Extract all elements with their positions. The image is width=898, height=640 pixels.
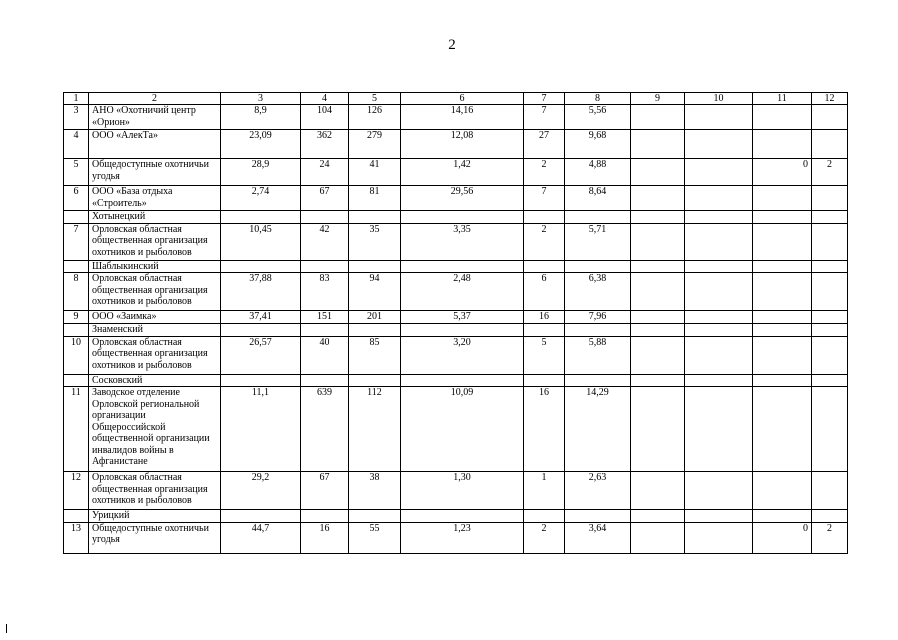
value-cell-11: 0 [753,159,812,186]
value-cell-5: 126 [349,105,401,130]
empty-cell [221,374,301,387]
value-cell-5: 112 [349,387,401,472]
value-cell-7: 2 [524,522,565,553]
value-cell-3: 44,7 [221,522,301,553]
table-row [64,387,848,472]
table-row [64,223,848,260]
empty-cell [812,510,848,523]
district-name: Знаменский [89,324,221,337]
value-cell-9 [631,159,685,186]
header-cell: 6 [401,93,524,105]
district-name: Урицкий [89,510,221,523]
value-cell-5: 55 [349,522,401,553]
organization-name: Общедоступные охотничьи угодья [89,522,221,553]
empty-cell [565,324,631,337]
value-cell-3: 8,9 [221,105,301,130]
empty-cell [565,510,631,523]
organization-name: ООО «Заимка» [89,311,221,324]
value-cell-10 [685,472,753,510]
value-cell-7: 6 [524,273,565,311]
district-number-cell [64,510,89,523]
value-cell-11 [753,186,812,211]
empty-cell [401,211,524,224]
value-cell-10 [685,336,753,374]
empty-cell [753,260,812,273]
empty-cell [221,260,301,273]
value-cell-12 [812,387,848,472]
value-cell-10 [685,311,753,324]
value-cell-4: 16 [301,522,349,553]
value-cell-12: 2 [812,522,848,553]
value-cell-6: 12,08 [401,130,524,159]
empty-cell [565,260,631,273]
district-row [64,374,848,387]
value-cell-8: 5,88 [565,336,631,374]
empty-cell [631,510,685,523]
row-number: 6 [64,186,89,211]
empty-cell [565,211,631,224]
value-cell-6: 1,23 [401,522,524,553]
empty-cell [301,211,349,224]
value-cell-4: 151 [301,311,349,324]
value-cell-8: 3,64 [565,522,631,553]
value-cell-5: 85 [349,336,401,374]
value-cell-12 [812,223,848,260]
row-number: 13 [64,522,89,553]
organization-name: Заводское отделение Орловской региональной организации Общероссийской общественной организации инвалидов войны в Афганистане [89,387,221,472]
district-number-cell [64,324,89,337]
district-name: Сосковский [89,374,221,387]
empty-cell [349,211,401,224]
header-cell: 1 [64,93,89,105]
empty-cell [301,374,349,387]
value-cell-8: 2,63 [565,472,631,510]
empty-cell [753,510,812,523]
value-cell-6: 1,30 [401,472,524,510]
header-cell: 5 [349,93,401,105]
district-name: Шаблыкинский [89,260,221,273]
value-cell-3: 37,41 [221,311,301,324]
value-cell-3: 23,09 [221,130,301,159]
empty-cell [631,211,685,224]
table-row [64,472,848,510]
value-cell-11: 0 [753,522,812,553]
organization-name: ООО «АлекТа» [89,130,221,159]
value-cell-4: 67 [301,186,349,211]
empty-cell [221,324,301,337]
empty-cell [401,324,524,337]
organization-name: АНО «Охотничий центр «Орион» [89,105,221,130]
value-cell-5: 35 [349,223,401,260]
value-cell-12 [812,130,848,159]
value-cell-6: 14,16 [401,105,524,130]
value-cell-11 [753,223,812,260]
row-number: 7 [64,223,89,260]
page-number: 2 [448,37,456,53]
value-cell-3: 28,9 [221,159,301,186]
value-cell-9 [631,472,685,510]
row-number: 12 [64,472,89,510]
empty-cell [524,211,565,224]
table-row [64,311,848,324]
value-cell-9 [631,223,685,260]
value-cell-12 [812,336,848,374]
row-number: 9 [64,311,89,324]
header-cell: 2 [89,93,221,105]
value-cell-11 [753,130,812,159]
header-cell: 8 [565,93,631,105]
value-cell-10 [685,186,753,211]
value-cell-6: 3,35 [401,223,524,260]
value-cell-9 [631,186,685,211]
value-cell-8: 14,29 [565,387,631,472]
value-cell-9 [631,311,685,324]
value-cell-3: 10,45 [221,223,301,260]
value-cell-7: 27 [524,130,565,159]
empty-cell [301,324,349,337]
value-cell-9 [631,105,685,130]
header-cell: 10 [685,93,753,105]
value-cell-3: 26,57 [221,336,301,374]
value-cell-8: 5,56 [565,105,631,130]
empty-cell [812,260,848,273]
value-cell-9 [631,273,685,311]
margin-mark [6,624,7,633]
value-cell-10 [685,273,753,311]
value-cell-5: 201 [349,311,401,324]
empty-cell [565,374,631,387]
organization-name: Орловская областная общественная организация охотников и рыболовов [89,223,221,260]
header-cell: 12 [812,93,848,105]
table-row [64,273,848,311]
empty-cell [221,211,301,224]
value-cell-9 [631,387,685,472]
value-cell-10 [685,522,753,553]
value-cell-6: 3,20 [401,336,524,374]
table-row [64,130,848,159]
value-cell-3: 29,2 [221,472,301,510]
value-cell-3: 11,1 [221,387,301,472]
empty-cell [349,374,401,387]
value-cell-8: 6,38 [565,273,631,311]
value-cell-12 [812,472,848,510]
district-row [64,324,848,337]
row-number: 8 [64,273,89,311]
value-cell-8: 8,64 [565,186,631,211]
header-cell: 9 [631,93,685,105]
empty-cell [685,324,753,337]
value-cell-9 [631,522,685,553]
empty-cell [685,260,753,273]
district-row [64,510,848,523]
empty-cell [401,510,524,523]
district-row [64,211,848,224]
header-row [64,93,848,105]
value-cell-4: 24 [301,159,349,186]
empty-cell [812,374,848,387]
empty-cell [221,510,301,523]
empty-cell [812,324,848,337]
empty-cell [685,374,753,387]
empty-cell [812,211,848,224]
empty-cell [524,510,565,523]
row-number: 4 [64,130,89,159]
hunting-grounds-table [63,92,848,554]
organization-name: Орловская областная общественная организация охотников и рыболовов [89,472,221,510]
organization-name: ООО «База отдыха «Строитель» [89,186,221,211]
value-cell-11 [753,472,812,510]
header-cell: 3 [221,93,301,105]
empty-cell [401,260,524,273]
value-cell-7: 2 [524,223,565,260]
value-cell-11 [753,336,812,374]
value-cell-11 [753,311,812,324]
empty-cell [524,260,565,273]
value-cell-7: 16 [524,387,565,472]
value-cell-4: 362 [301,130,349,159]
value-cell-5: 81 [349,186,401,211]
value-cell-4: 40 [301,336,349,374]
value-cell-6: 5,37 [401,311,524,324]
value-cell-7: 7 [524,186,565,211]
value-cell-5: 38 [349,472,401,510]
empty-cell [631,374,685,387]
empty-cell [631,324,685,337]
table-body [64,93,848,554]
empty-cell [524,374,565,387]
empty-cell [631,260,685,273]
value-cell-7: 16 [524,311,565,324]
empty-cell [349,260,401,273]
value-cell-12 [812,105,848,130]
empty-cell [753,374,812,387]
value-cell-8: 4,88 [565,159,631,186]
empty-cell [401,374,524,387]
organization-name: Орловская областная общественная организация охотников и рыболовов [89,336,221,374]
organization-name: Общедоступные охотничьи угодья [89,159,221,186]
value-cell-10 [685,130,753,159]
value-cell-8: 9,68 [565,130,631,159]
empty-cell [685,510,753,523]
empty-cell [349,324,401,337]
value-cell-7: 2 [524,159,565,186]
value-cell-6: 29,56 [401,186,524,211]
value-cell-10 [685,105,753,130]
value-cell-6: 2,48 [401,273,524,311]
value-cell-5: 41 [349,159,401,186]
table-row [64,186,848,211]
value-cell-4: 83 [301,273,349,311]
value-cell-6: 1,42 [401,159,524,186]
value-cell-7: 5 [524,336,565,374]
table-row [64,159,848,186]
value-cell-3: 2,74 [221,186,301,211]
value-cell-3: 37,88 [221,273,301,311]
value-cell-7: 1 [524,472,565,510]
row-number: 5 [64,159,89,186]
district-number-cell [64,260,89,273]
row-number: 10 [64,336,89,374]
value-cell-11 [753,273,812,311]
value-cell-11 [753,105,812,130]
empty-cell [301,510,349,523]
empty-cell [753,211,812,224]
value-cell-5: 279 [349,130,401,159]
value-cell-9 [631,130,685,159]
value-cell-8: 7,96 [565,311,631,324]
value-cell-12 [812,311,848,324]
value-cell-7: 7 [524,105,565,130]
value-cell-12: 2 [812,159,848,186]
header-cell: 7 [524,93,565,105]
empty-cell [524,324,565,337]
empty-cell [685,211,753,224]
district-row [64,260,848,273]
value-cell-5: 94 [349,273,401,311]
header-cell: 11 [753,93,812,105]
value-cell-10 [685,223,753,260]
row-number: 3 [64,105,89,130]
district-number-cell [64,374,89,387]
table-row [64,105,848,130]
value-cell-4: 104 [301,105,349,130]
table-row [64,522,848,553]
value-cell-8: 5,71 [565,223,631,260]
empty-cell [753,324,812,337]
header-cell: 4 [301,93,349,105]
empty-cell [349,510,401,523]
value-cell-10 [685,387,753,472]
value-cell-9 [631,336,685,374]
value-cell-4: 67 [301,472,349,510]
row-number: 11 [64,387,89,472]
value-cell-4: 639 [301,387,349,472]
empty-cell [301,260,349,273]
value-cell-4: 42 [301,223,349,260]
table-row [64,336,848,374]
organization-name: Орловская областная общественная организация охотников и рыболовов [89,273,221,311]
district-name: Хотынецкий [89,211,221,224]
value-cell-10 [685,159,753,186]
value-cell-6: 10,09 [401,387,524,472]
value-cell-12 [812,273,848,311]
district-number-cell [64,211,89,224]
value-cell-11 [753,387,812,472]
value-cell-12 [812,186,848,211]
